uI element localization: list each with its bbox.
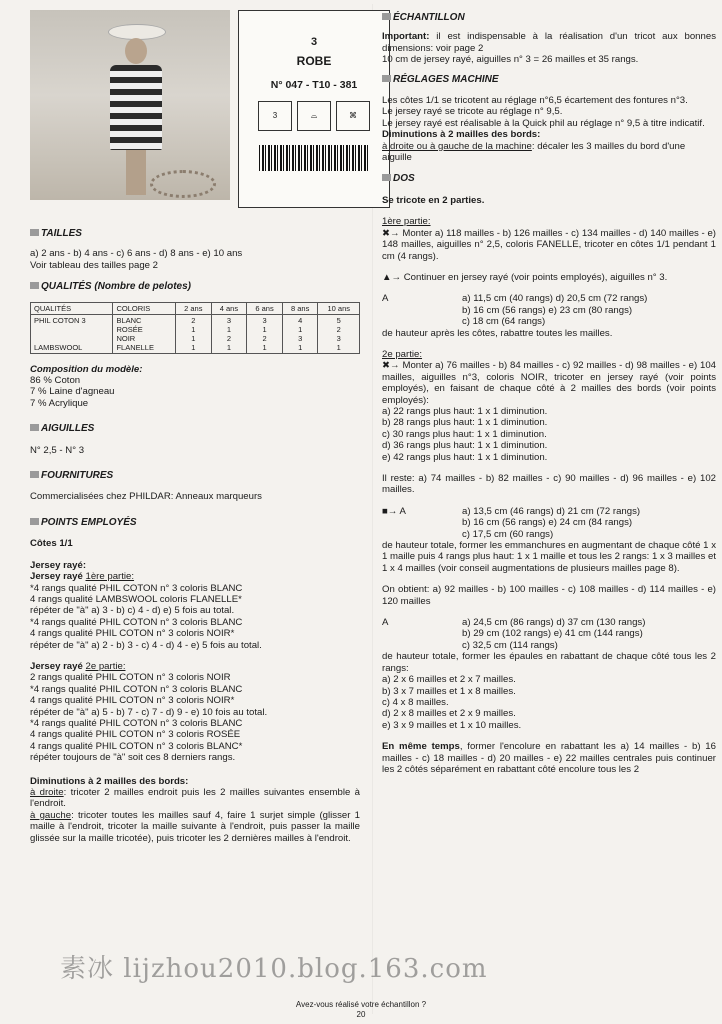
measure-values — [462, 617, 645, 651]
reglages-dim-title: Diminutions à 2 mailles des bords: — [382, 129, 541, 141]
dos-parts-title: Se tricote en 2 parties. — [382, 194, 485, 206]
table-row — [31, 314, 360, 353]
tailles-line: a) 2 ans - b) 4 ans - c) 6 ans - d) 8 ans - e) 10 ans — [30, 248, 243, 260]
qualites-heading: QUALITÉS (Nombre de pelotes) — [30, 281, 360, 292]
jersey-part1-title: Jersey rayé 1ère partie: — [30, 571, 135, 583]
measure-after: de hauteur totale, former les épaules en rabattant de chaque côté tous les 2 rangs: — [382, 651, 716, 674]
fournitures-heading: FOURNITURES — [30, 470, 360, 481]
points-heading: POINTS EMPLOYÉS — [30, 517, 360, 528]
composition-section — [30, 364, 360, 410]
barcode-icon — [259, 145, 369, 171]
dos-continue: ▲→ Continuer en jersey rayé (voir points employés), aiguilles n° 3. — [382, 271, 668, 283]
stitch-line: répéter toujours de "à" soit ces 8 derniers rangs. — [30, 752, 236, 764]
epaule-line: d) 2 x 8 mailles et 2 x 9 mailles. — [382, 708, 516, 720]
echantillon-section — [382, 12, 716, 66]
bullet-square-icon — [30, 229, 39, 236]
stitch-line: répéter de "à" a) 5 - b) 7 - c) 7 - d) 9 - e) 10 fois au total. — [30, 706, 268, 718]
aiguilles-section — [30, 423, 360, 456]
table-cell: BLANC ROSÉE NOIR FLANELLE — [113, 314, 176, 353]
gauche-paragraph: à gauche: tricoter toutes les mailles sauf 4, faire 1 surjet simple (glisser 1 maille à l'endroit, tricoter la maille suivante à l'endroit, puis passer la maille glissée sur la maille tricotée), puis tricoter les 2 dernières mailles à l'endroit. — [30, 809, 360, 844]
column-header: 2 ans — [175, 302, 211, 314]
measure-line: b) 16 cm (56 rangs) e) 23 cm (80 rangs) — [462, 304, 633, 316]
qualites-table — [30, 302, 360, 354]
fournitures-section — [30, 470, 360, 503]
reglages-line: Les côtes 1/1 se tricotent au réglage n°6,5 écartement des fontures n°3. — [382, 95, 688, 107]
stitch-line: répéter de "à" a) 2 - b) 3 - c) 4 - d) 4 - e) 5 fois au total. — [30, 639, 262, 651]
reglages-heading: RÉGLAGES MACHINE — [382, 74, 716, 85]
bullet-square-icon — [30, 471, 39, 478]
stitch-line: 2 rangs qualité PHIL COTON n° 3 coloris NOIR — [30, 672, 231, 684]
left-column — [30, 10, 360, 844]
face-shape — [125, 38, 147, 64]
stitch-line: *4 rangs qualité PHIL COTON n° 3 coloris BLANC — [30, 717, 243, 729]
measure-line: a) 24,5 cm (86 rangs) d) 37 cm (130 rangs) — [462, 617, 646, 629]
tailles-heading: TAILLES — [30, 228, 360, 239]
table-cell: 3 1 2 1 — [211, 314, 247, 353]
dos-part2-title: 2e partie: — [382, 348, 423, 360]
pattern-number: 3 — [310, 36, 318, 48]
dim-line: e) 42 rangs plus haut: 1 x 1 diminution. — [382, 451, 548, 463]
measure-label: A — [382, 293, 389, 305]
stitch-line: 4 rangs qualité PHIL COTON n° 3 coloris ROSÉE — [30, 729, 241, 741]
epaule-line: c) 4 x 8 mailles. — [382, 696, 449, 708]
obtient-line: On obtient: a) 92 mailles - b) 100 mailles - c) 108 mailles - d) 114 mailles - e) 120 mailles — [382, 584, 716, 607]
right-column — [382, 12, 716, 775]
table-cell: 2 1 1 1 — [175, 314, 211, 353]
bullet-square-icon — [382, 13, 391, 20]
bullet-square-icon — [30, 518, 39, 525]
bullet-square-icon — [382, 75, 391, 82]
bullet-square-icon — [30, 282, 39, 289]
measure-label: ■→ A — [382, 505, 406, 517]
composition-line: 7 % Acrylique — [30, 397, 89, 409]
watermark: 素冰 lijzhou2010.blog.163.com — [60, 954, 488, 984]
sweater-icon: ⌓ — [297, 101, 331, 131]
column-header: 10 ans — [318, 302, 360, 314]
stitch-line: *4 rangs qualité PHIL COTON n° 3 coloris BLANC — [30, 616, 243, 628]
stitch-line: 4 rangs qualité PHIL COTON n° 3 coloris BLANC* — [30, 740, 243, 752]
legs-shape — [126, 150, 146, 195]
qualites-section — [30, 281, 360, 353]
echantillon-heading: ÉCHANTILLON — [382, 12, 716, 23]
footer-text: Avez-vous réalisé votre échantillon ? — [295, 1000, 427, 1009]
table-cell: 3 1 2 1 — [247, 314, 283, 353]
aiguilles-heading: AIGUILLES — [30, 423, 360, 434]
measure-line: b) 29 cm (102 rangs) e) 41 cm (144 rangs) — [462, 628, 643, 640]
stitch-line: *4 rangs qualité PHIL COTON n° 3 coloris BLANC — [30, 683, 243, 695]
table-cell: 5 2 3 1 — [318, 314, 360, 353]
epaule-line: b) 3 x 7 mailles et 1 x 8 mailles. — [382, 685, 516, 697]
stitch-line: 4 rangs qualité PHIL COTON n° 3 coloris NOIR* — [30, 628, 235, 640]
machine-icon: ⌘ — [336, 101, 370, 131]
pattern-title: ROBE — [296, 54, 332, 69]
column-header: 8 ans — [282, 302, 318, 314]
reste-line: Il reste: a) 74 mailles - b) 82 mailles - c) 90 mailles - d) 96 mailles - e) 102 mailles. — [382, 473, 716, 496]
measure-block — [382, 506, 716, 540]
stitch-line: 4 rangs qualité LAMBSWOOL coloris FLANELLE* — [30, 593, 242, 605]
reglages-dim-text: à droite ou à gauche de la machine: décaler les 3 mailles du bord d'une aiguille — [382, 140, 686, 164]
column-header: 6 ans — [247, 302, 283, 314]
striped-dress-shape — [110, 65, 162, 150]
fournitures-text: Commercialisées chez PHILDAR: Anneaux marqueurs — [30, 491, 262, 503]
jersey-part2-title: Jersey rayé 2e partie: — [30, 660, 126, 672]
measure-line: c) 18 cm (64 rangs) — [462, 316, 546, 328]
dos-montage1: ✖→ Monter a) 118 mailles - b) 126 mailles - c) 134 mailles - d) 140 mailles - e) 148 mailles, aiguilles n° 2,5, coloris FANELLE, tricoter en côtes 1/1 pendant 1 cm (4 rangs). — [382, 227, 716, 262]
droite-paragraph: à droite: tricoter 2 mailles endroit puis les 2 mailles suivantes ensemble à l'endroit. — [30, 787, 360, 810]
column-header: 4 ans — [211, 302, 247, 314]
composition-heading: Composition du modèle: — [30, 363, 143, 375]
cotes-title: Côtes 1/1 — [30, 538, 73, 550]
rope-shape — [150, 170, 216, 198]
points-section — [30, 517, 360, 844]
dim-line: a) 22 rangs plus haut: 1 x 1 diminution. — [382, 405, 548, 417]
measure-line: c) 32,5 cm (114 rangs) — [462, 639, 558, 651]
echantillon-important: Important: il est indispensable à la réalisation d'un tricot aux bonnes dimensions: voir page 2 — [382, 31, 716, 54]
composition-line: 86 % Coton — [30, 375, 81, 387]
stitch-line: répéter de "à" a) 3 - b) c) 4 - d) e) 5 fois au total. — [30, 605, 235, 617]
dos-part1-title: 1ère partie: — [382, 216, 431, 228]
page-footer — [0, 1000, 722, 1020]
measure-values — [462, 506, 640, 540]
table-header-row — [31, 302, 360, 314]
reglages-section — [382, 74, 716, 164]
header-area — [30, 10, 360, 210]
column-header: QUALITÉS — [31, 302, 113, 314]
measure-after: de hauteur totale, former les emmanchures en augmentant de chaque côté 1 x 1 maille puis 4 rangs plus haut: 1 x 1 maille et tous les 2 rangs: 1 x 3 mailles et 1 x 4 mailles (voir conseil augmentations de plusieurs mailles page 8). — [382, 540, 716, 574]
bullet-square-icon — [30, 424, 39, 431]
stitch-line: *4 rangs qualité PHIL COTON n° 3 coloris BLANC — [30, 582, 243, 594]
meme-temps-paragraph: En même temps, former l'encolure en rabattant les a) 14 mailles - b) 16 mailles - c) 18 mailles - d) 20 mailles - e) 22 mailles centrales puis continuer les 2 côtés séparément en rabattant côté encolure tous les 2 — [382, 741, 716, 775]
reglages-line: Le jersey rayé se tricote au réglage n° 9,5. — [382, 106, 563, 118]
jersey-title: Jersey rayé: — [30, 559, 87, 571]
measure-label: A — [382, 617, 389, 629]
measure-block — [382, 617, 716, 651]
stitch-line: 4 rangs qualité PHIL COTON n° 3 coloris NOIR* — [30, 695, 235, 707]
diminutions-title: Diminutions à 2 mailles des bords: — [30, 775, 189, 787]
measure-line: b) 16 cm (56 rangs) e) 24 cm (84 rangs) — [462, 517, 633, 529]
measure-line: a) 11,5 cm (40 rangs) d) 20,5 cm (72 rangs) — [462, 293, 648, 305]
epaule-line: e) 3 x 9 mailles et 1 x 10 mailles. — [382, 719, 522, 731]
bullet-square-icon — [382, 174, 391, 181]
pattern-card — [238, 10, 390, 208]
dos-heading: DOS — [382, 173, 716, 184]
table-cell: PHIL COTON 3 LAMBSWOOL — [31, 314, 113, 353]
measure-line: a) 13,5 cm (46 rangs) d) 21 cm (72 rangs) — [462, 505, 641, 517]
needles-level-icon: 3 — [258, 101, 292, 131]
tailles-line: Voir tableau des tailles page 2 — [30, 259, 159, 271]
echantillon-line: 10 cm de jersey rayé, aiguilles n° 3 = 26 mailles et 35 rangs. — [382, 54, 639, 66]
page-number: 20 — [356, 1010, 366, 1019]
column-header: COLORIS — [113, 302, 176, 314]
table-cell: 4 1 3 1 — [282, 314, 318, 353]
pattern-reference: N° 047 - T10 - 381 — [270, 78, 358, 91]
aiguilles-text: N° 2,5 - N° 3 — [30, 444, 85, 456]
dos-montage2: ✖→ Monter a) 76 mailles - b) 84 mailles - c) 92 mailles - d) 98 mailles - e) 104 mailles, aiguilles n°3, coloris NOIR, tricoter en jersey rayé (voir points employés), en faisant de chaque côté à 2 mailles des bords (voir points employés): — [382, 360, 716, 406]
measure-after: de hauteur après les côtes, rabattre toutes les mailles. — [382, 327, 613, 339]
dim-line: c) 30 rangs plus haut: 1 x 1 diminution. — [382, 428, 547, 440]
model-photo — [30, 10, 230, 200]
dim-line: d) 36 rangs plus haut: 1 x 1 diminution. — [382, 440, 548, 452]
composition-line: 7 % Laine d'agneau — [30, 386, 115, 398]
dos-section — [382, 173, 716, 775]
measure-line: c) 17,5 cm (60 rangs) — [462, 528, 554, 540]
measure-block — [382, 293, 716, 327]
dim-line: b) 28 rangs plus haut: 1 x 1 diminution. — [382, 417, 548, 429]
epaule-line: a) 2 x 6 mailles et 2 x 7 mailles. — [382, 674, 516, 686]
measure-values — [462, 293, 647, 327]
difficulty-icons — [239, 101, 389, 131]
tailles-section — [30, 228, 360, 271]
reglages-line: Le jersey rayé est réalisable à la Quick phil au réglage n° 9,5 à titre indicatif. — [382, 117, 705, 129]
